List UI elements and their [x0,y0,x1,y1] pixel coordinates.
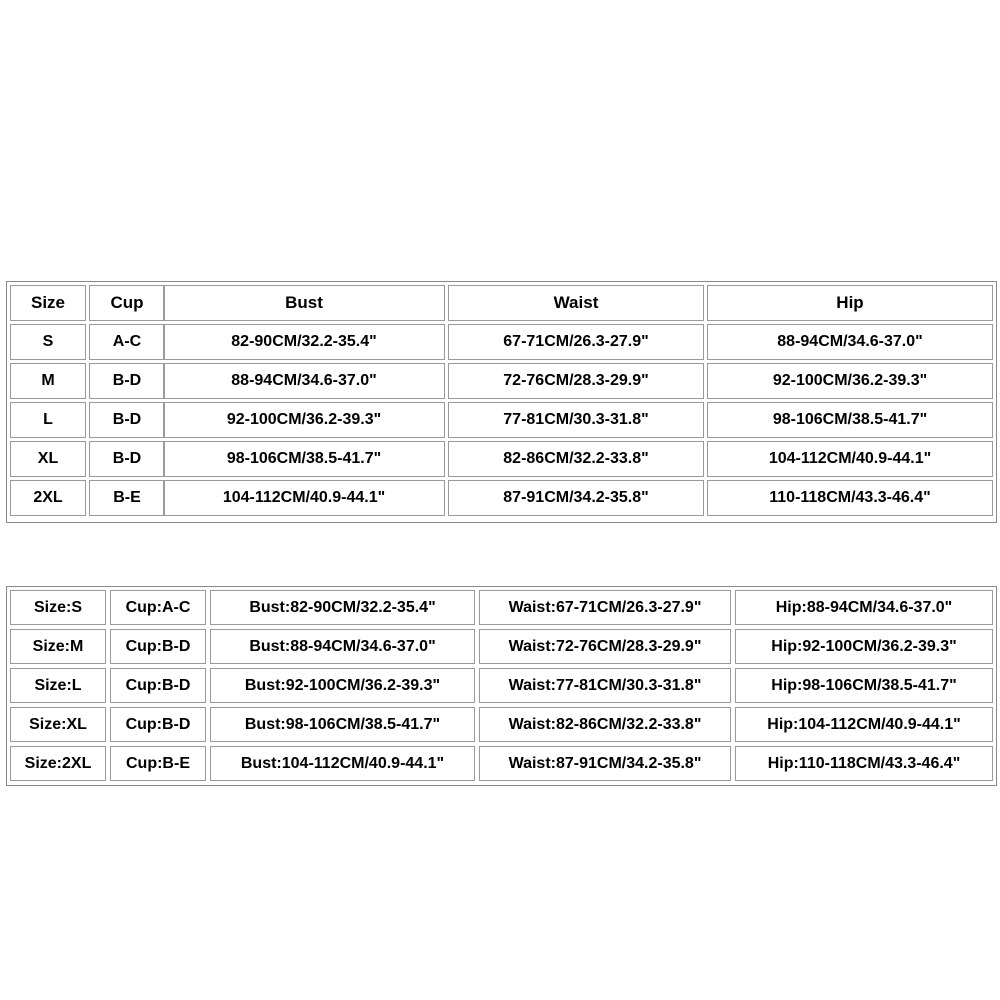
cell-waist: Waist:82-86CM/32.2-33.8" [479,707,731,742]
table-row [7,707,996,742]
cell-bust: 82-90CM/32.2-35.4" [163,324,445,360]
cell-cup: A-C [89,324,165,360]
table-row [7,629,996,664]
cell-bust: 104-112CM/40.9-44.1" [163,480,445,516]
header-bust: Bust [163,285,445,321]
cell-size: Size:S [10,590,106,625]
cell-size: 2XL [10,480,86,516]
cell-waist: 72-76CM/28.3-29.9" [448,363,704,399]
cell-hip: 88-94CM/34.6-37.0" [707,324,993,360]
cell-cup: B-D [89,363,165,399]
cell-bust: Bust:82-90CM/32.2-35.4" [210,590,475,625]
cell-size: Size:M [10,629,106,664]
cell-size: Size:L [10,668,106,703]
cell-hip: Hip:104-112CM/40.9-44.1" [735,707,993,742]
header-cup: Cup [89,285,165,321]
header-size: Size [10,285,86,321]
cell-hip: 98-106CM/38.5-41.7" [707,402,993,438]
cell-waist: Waist:67-71CM/26.3-27.9" [479,590,731,625]
cell-waist: 87-91CM/34.2-35.8" [448,480,704,516]
cell-waist: Waist:72-76CM/28.3-29.9" [479,629,731,664]
cell-waist: 67-71CM/26.3-27.9" [448,324,704,360]
header-hip: Hip [707,285,993,321]
cell-cup: Cup:B-D [110,707,206,742]
cell-bust: 92-100CM/36.2-39.3" [163,402,445,438]
cell-size: Size:XL [10,707,106,742]
cell-hip: Hip:92-100CM/36.2-39.3" [735,629,993,664]
size-chart-table-1 [6,281,997,523]
cell-bust: Bust:98-106CM/38.5-41.7" [210,707,475,742]
cell-cup: Cup:B-E [110,746,206,781]
cell-hip: 104-112CM/40.9-44.1" [707,441,993,477]
table-row [7,480,996,516]
table-row [7,363,996,399]
header-waist: Waist [448,285,704,321]
cell-size: M [10,363,86,399]
table-header-row [7,285,996,321]
cell-cup: B-E [89,480,165,516]
cell-bust: 98-106CM/38.5-41.7" [163,441,445,477]
table-row [7,590,996,625]
cell-cup: B-D [89,402,165,438]
cell-cup: Cup:B-D [110,668,206,703]
table-row [7,746,996,781]
cell-size: L [10,402,86,438]
cell-cup: Cup:B-D [110,629,206,664]
cell-size: S [10,324,86,360]
cell-cup: Cup:A-C [110,590,206,625]
table-row [7,441,996,477]
cell-hip: Hip:88-94CM/34.6-37.0" [735,590,993,625]
cell-waist: Waist:87-91CM/34.2-35.8" [479,746,731,781]
cell-hip: Hip:110-118CM/43.3-46.4" [735,746,993,781]
table-row [7,668,996,703]
cell-waist: 77-81CM/30.3-31.8" [448,402,704,438]
cell-hip: Hip:98-106CM/38.5-41.7" [735,668,993,703]
table-row [7,324,996,360]
cell-hip: 92-100CM/36.2-39.3" [707,363,993,399]
table-row [7,402,996,438]
cell-bust: 88-94CM/34.6-37.0" [163,363,445,399]
size-chart-table-2 [6,586,997,786]
cell-bust: Bust:92-100CM/36.2-39.3" [210,668,475,703]
cell-waist: Waist:77-81CM/30.3-31.8" [479,668,731,703]
cell-bust: Bust:88-94CM/34.6-37.0" [210,629,475,664]
cell-hip: 110-118CM/43.3-46.4" [707,480,993,516]
cell-cup: B-D [89,441,165,477]
cell-size: XL [10,441,86,477]
cell-waist: 82-86CM/32.2-33.8" [448,441,704,477]
cell-bust: Bust:104-112CM/40.9-44.1" [210,746,475,781]
cell-size: Size:2XL [10,746,106,781]
